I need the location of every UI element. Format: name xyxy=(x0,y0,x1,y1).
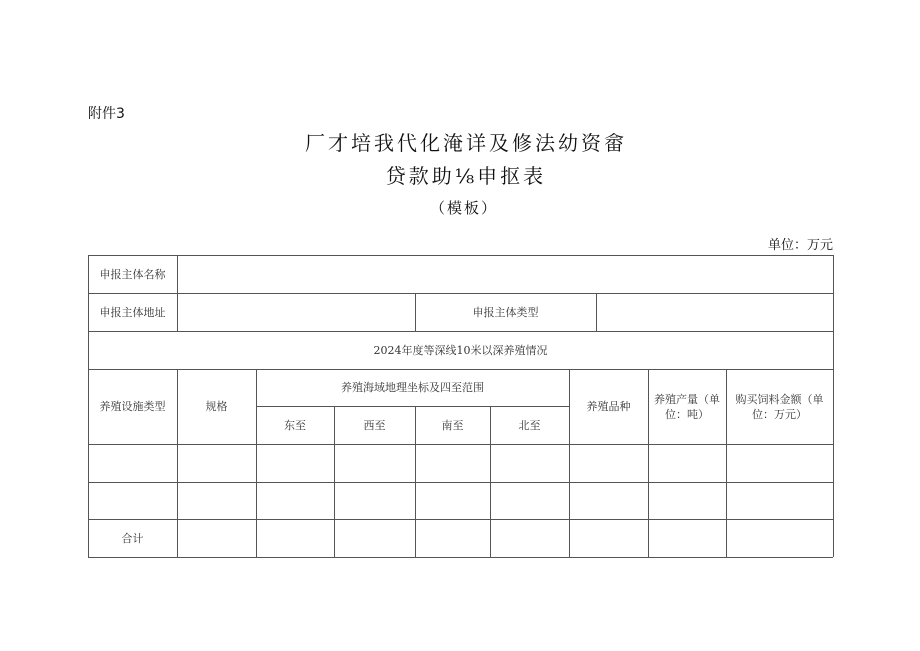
applicant-address-field[interactable] xyxy=(177,293,415,331)
table-cell[interactable] xyxy=(490,444,569,482)
document-title-line1: 厂才培我代化淹详及修法幼资畲 xyxy=(305,131,627,155)
applicant-address-label: 申报主体地址 xyxy=(99,305,166,319)
table-cell[interactable] xyxy=(490,482,569,519)
table-cell[interactable] xyxy=(334,482,415,519)
table-cell[interactable] xyxy=(177,444,256,482)
header-feed-amount: 购买饲料金额（单位：万元） xyxy=(735,392,824,421)
document-subtitle: （模板） xyxy=(429,199,498,217)
table-border-right xyxy=(833,255,834,557)
table-cell[interactable] xyxy=(648,444,726,482)
header-coords-group: 养殖海域地理坐标及四至范围 xyxy=(341,381,484,394)
table-cell[interactable] xyxy=(726,444,833,482)
section-title: 2024年度等深线10米以深养殖情况 xyxy=(373,343,548,357)
table-cell[interactable] xyxy=(415,444,490,482)
table-cell[interactable] xyxy=(177,482,256,519)
total-cell[interactable] xyxy=(415,519,490,557)
table-cell[interactable] xyxy=(415,482,490,519)
unit-note: 单位：万元 xyxy=(767,238,833,253)
attachment-label: 附件3 xyxy=(88,106,125,122)
total-cell[interactable] xyxy=(726,519,833,557)
total-cell[interactable] xyxy=(569,519,648,557)
total-cell[interactable] xyxy=(177,519,256,557)
header-species: 养殖品种 xyxy=(586,400,631,413)
total-cell[interactable] xyxy=(256,519,334,557)
header-west: 西至 xyxy=(363,418,386,432)
applicant-type-label: 申报主体类型 xyxy=(472,305,539,319)
header-south: 南至 xyxy=(441,418,464,432)
table-cell[interactable] xyxy=(88,482,177,519)
total-cell[interactable] xyxy=(648,519,726,557)
applicant-name-label: 申报主体名称 xyxy=(99,267,166,281)
table-cell[interactable] xyxy=(569,482,648,519)
table-cell[interactable] xyxy=(726,482,833,519)
header-east: 东至 xyxy=(284,418,306,432)
table-cell[interactable] xyxy=(88,444,177,482)
header-north: 北至 xyxy=(518,418,541,432)
header-spec: 规格 xyxy=(205,400,228,413)
header-facility-type: 养殖设施类型 xyxy=(99,400,166,413)
table-cell[interactable] xyxy=(569,444,648,482)
table-border-bottom xyxy=(88,557,833,558)
table-cell[interactable] xyxy=(256,482,334,519)
document-title-line2: 贷款助⅛申抠表 xyxy=(385,164,547,188)
applicant-name-field[interactable] xyxy=(177,255,833,293)
table-cell[interactable] xyxy=(334,444,415,482)
table-cell[interactable] xyxy=(256,444,334,482)
applicant-type-field[interactable] xyxy=(596,293,833,331)
total-label: 合计 xyxy=(121,531,144,545)
table-cell[interactable] xyxy=(648,482,726,519)
total-cell[interactable] xyxy=(334,519,415,557)
total-cell[interactable] xyxy=(490,519,569,557)
header-output: 养殖产量（单位：吨） xyxy=(654,392,720,421)
